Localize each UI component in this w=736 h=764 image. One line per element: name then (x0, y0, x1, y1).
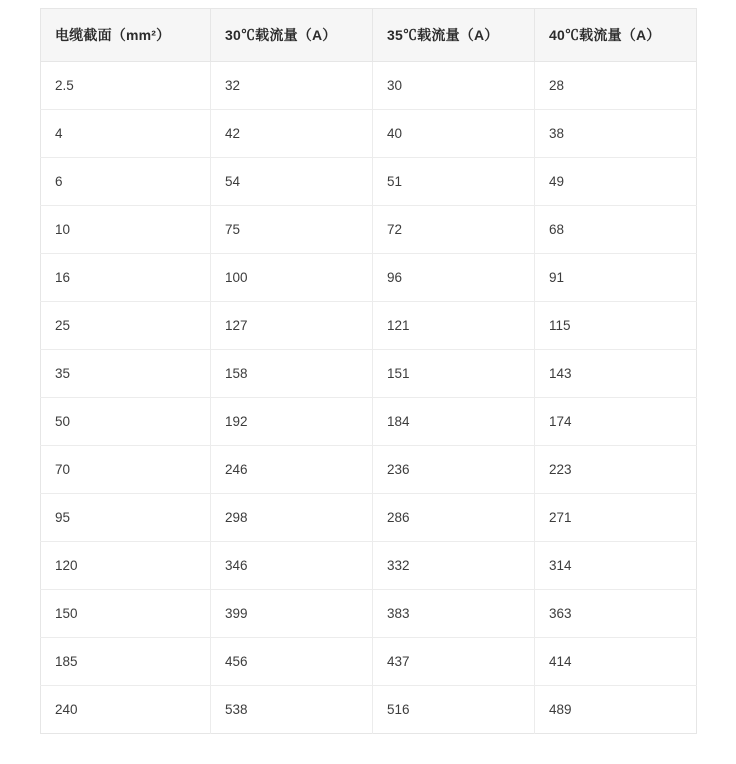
cell-ampacity-40c: 271 (535, 494, 697, 542)
table-row (41, 494, 697, 542)
cell-ampacity-30c: 158 (211, 350, 373, 398)
table-row (41, 446, 697, 494)
cell-cable-section: 185 (41, 638, 211, 686)
table-row (41, 302, 697, 350)
cell-cable-section: 2.5 (41, 62, 211, 110)
cell-ampacity-35c: 184 (373, 398, 535, 446)
table-row (41, 350, 697, 398)
table-header-row (41, 9, 697, 62)
cell-ampacity-30c: 127 (211, 302, 373, 350)
cell-ampacity-35c: 236 (373, 446, 535, 494)
cell-ampacity-40c: 38 (535, 110, 697, 158)
column-header-ampacity-35c: 35℃载流量（A） (373, 9, 535, 62)
cell-ampacity-30c: 456 (211, 638, 373, 686)
cell-cable-section: 35 (41, 350, 211, 398)
cell-ampacity-35c: 51 (373, 158, 535, 206)
column-header-ampacity-30c: 30℃载流量（A） (211, 9, 373, 62)
cell-cable-section: 6 (41, 158, 211, 206)
cell-ampacity-30c: 32 (211, 62, 373, 110)
cell-ampacity-40c: 363 (535, 590, 697, 638)
cell-ampacity-35c: 383 (373, 590, 535, 638)
cell-cable-section: 4 (41, 110, 211, 158)
table-body (41, 62, 697, 734)
cell-ampacity-30c: 399 (211, 590, 373, 638)
table-row (41, 542, 697, 590)
table-row (41, 206, 697, 254)
table-row (41, 638, 697, 686)
cell-ampacity-35c: 72 (373, 206, 535, 254)
cell-cable-section: 50 (41, 398, 211, 446)
cell-ampacity-40c: 68 (535, 206, 697, 254)
cell-ampacity-40c: 414 (535, 638, 697, 686)
cell-ampacity-35c: 286 (373, 494, 535, 542)
table-row (41, 62, 697, 110)
cell-cable-section: 10 (41, 206, 211, 254)
column-header-cable-section: 电缆截面（mm²） (41, 9, 211, 62)
cell-cable-section: 16 (41, 254, 211, 302)
cell-ampacity-40c: 314 (535, 542, 697, 590)
cell-ampacity-35c: 332 (373, 542, 535, 590)
cell-cable-section: 150 (41, 590, 211, 638)
cell-cable-section: 70 (41, 446, 211, 494)
cell-ampacity-30c: 346 (211, 542, 373, 590)
cell-ampacity-30c: 54 (211, 158, 373, 206)
cell-ampacity-30c: 42 (211, 110, 373, 158)
cell-ampacity-30c: 246 (211, 446, 373, 494)
cell-ampacity-30c: 75 (211, 206, 373, 254)
table-row (41, 686, 697, 734)
cell-ampacity-40c: 115 (535, 302, 697, 350)
cell-ampacity-40c: 489 (549, 702, 572, 717)
cell-ampacity-40c: 174 (535, 398, 697, 446)
cell-ampacity-35c: 437 (373, 638, 535, 686)
cell-ampacity-35c: 96 (373, 254, 535, 302)
cell-ampacity-35c: 516 (373, 686, 535, 734)
cell-cable-section: 120 (41, 542, 211, 590)
table-row (41, 254, 697, 302)
cell-ampacity-40c: 49 (535, 158, 697, 206)
table-row (41, 110, 697, 158)
table-row (41, 398, 697, 446)
cell-ampacity-40c: 28 (535, 62, 697, 110)
cell-cable-section: 95 (41, 494, 211, 542)
cell-ampacity-35c: 40 (373, 110, 535, 158)
cell-cable-section: 240 (41, 686, 211, 734)
table-header (41, 9, 697, 62)
cell-ampacity-35c: 151 (373, 350, 535, 398)
table-row (41, 590, 697, 638)
cell-ampacity-30c: 298 (211, 494, 373, 542)
column-header-ampacity-40c: 40℃载流量（A） (535, 9, 697, 62)
table-row (41, 158, 697, 206)
cell-ampacity-40c: 91 (535, 254, 697, 302)
cell-ampacity-35c: 30 (373, 62, 535, 110)
cell-ampacity-30c: 192 (211, 398, 373, 446)
cell-ampacity-30c: 538 (211, 686, 373, 734)
cable-ampacity-table (40, 8, 697, 734)
cell-ampacity-35c: 121 (373, 302, 535, 350)
cell-ampacity-30c: 100 (211, 254, 373, 302)
cell-cable-section: 25 (41, 302, 211, 350)
cell-ampacity-40c: 223 (535, 446, 697, 494)
cell-ampacity-40c: 143 (535, 350, 697, 398)
